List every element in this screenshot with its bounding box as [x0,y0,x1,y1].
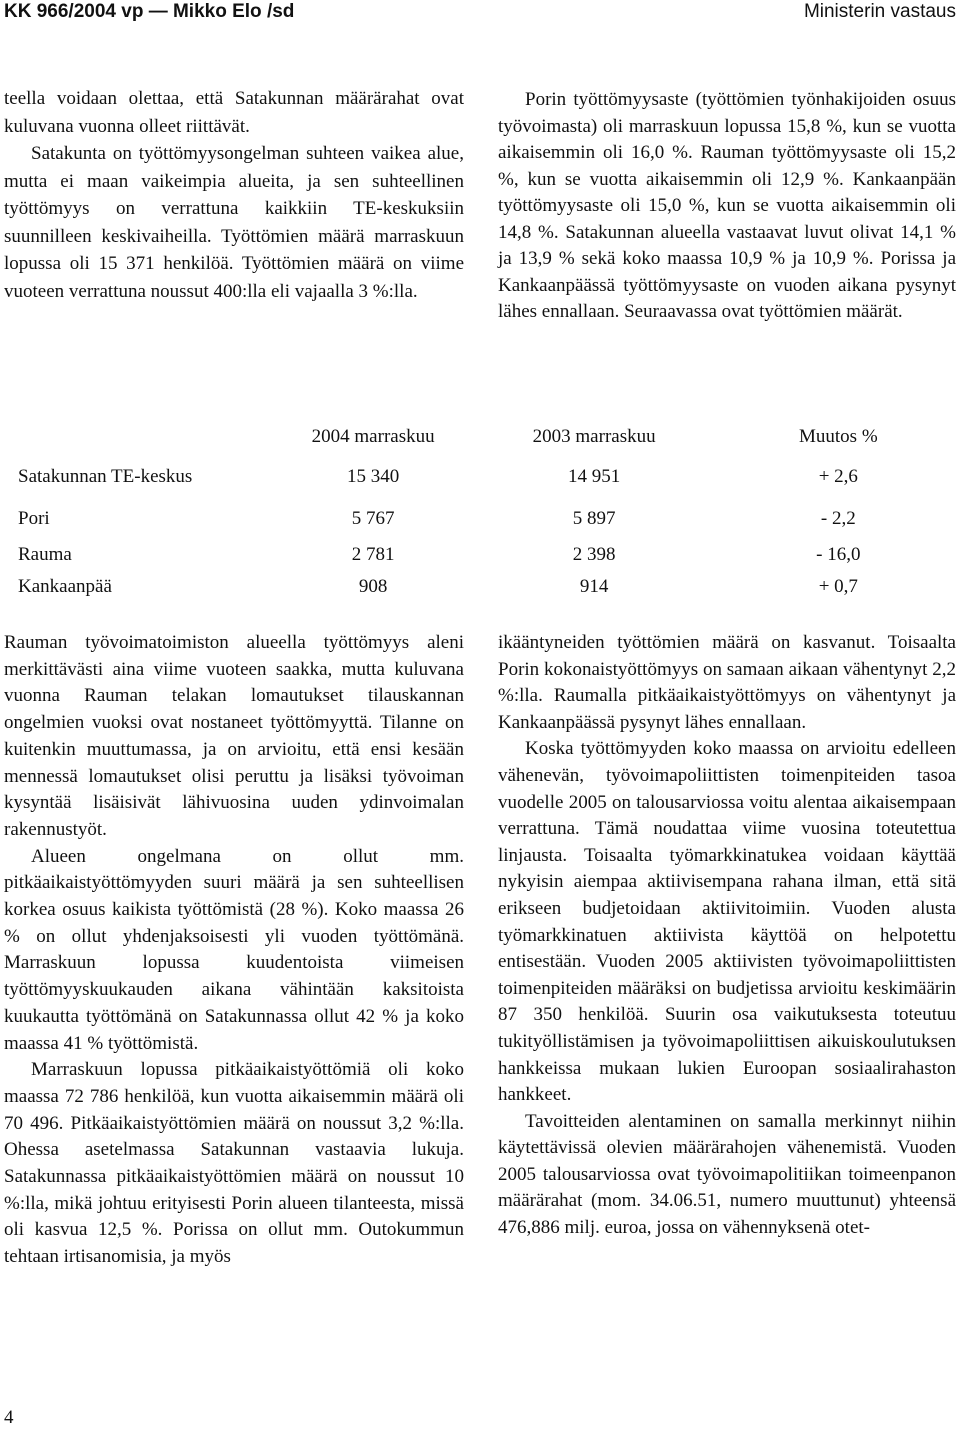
paragraph: Koska työttömyyden koko maassa on arvioitu edelleen vähenevän, työvoimapoliittisten toimenpiteiden tasoa vuodelle 2005 on talousarviossa voitu alentaa aikaisempaan verrattuna. Tämä noudattaa viime vuosina toteutettua linjausta. Toisaalta työmarkkinatukea voidaan käyttää nykyisin aiempaa aktiivisempana rahana ilman, että sitä erikseen budjetoidaan aktiivitoimiin. Vuoden alusta työmarkkinatuen aktiivista käyttöä on helpotettu entisestään. Vuoden 2005 aktiivisten työvoimapoliittisten toimenpiteiden määräksi on budjetissa arvioitu keskimäärin 87 350 henkilöä. Suurin osa vaikutuksesta toteutuu tukityöllistämisen ja työvoimapoliittisen aikuiskoulutuksen hankkeissa mukaan lukien Euroopan sosiaalirahaston hankkeet. [498,738,956,1106]
table-row [0,538,960,572]
region-name: Satakunnan TE-keskus [18,466,193,487]
paragraph: Alueen ongelmana on ollut mm. pitkäaikaistyöttömyyden suuri määrä ja sen suhteellisen korkea osuus kaikista työttömistä (28 %). Koko maassa 26 % on ollut yhdenjaksoisesti yli vuoden työttömänä. Marraskuun lopussa kuudentoista viimeisen työttömyyskuukauden aikana vähintään kaksitoista kuukautta työttömänä on Satakunnassa ollut 42 % ja koko maassa 41 % työttömistä. [4,845,464,1054]
paragraph: Marraskuun lopussa pitkäaikaistyöttömiä oli koko maassa 72 786 henkilöä, kun vuotta aikaisemmin määrä oli 70 496. Pitkäaikaistyöttömien määrä on noussut 3,2 %:lla. Ohessa asetelmassa Satakunnan vastaavia lukuja. Satakunnassa pitkäaikaistyöttömien määrä on noussut 10 %:lla, mikä johtuu erityisesti Porin alueen tilanteesta, missä oli kasvua 12,5 %. Porissa on ollut mm. Outokummun tehtaan irtisanomisia, ja myös [4,1059,464,1268]
region-name: Kankaanpää [18,576,112,597]
cell-2004: 2 781 [351,544,395,565]
cell-change: + 0,7 [818,576,858,597]
paragraph: Satakunta on työttömyysongelman suhteen vaikea alue, mutta ei maan vaikeimpia alueita, ja sen suhteellinen työttömyys on verrattuna kaikkiin TE-keskuksiin suunnilleen keskivaiheilla. Työttömien määrä marraskuun lopussa oli 15 371 henkilöä. Työttömien määrä on viime vuoteen verrattuna noussut 400:lla eli vajaalla 3 %:lla. [4,143,464,302]
region-name: Pori [18,508,50,529]
paragraph: Tavoitteiden alentaminen on samalla merkinnyt niihin käytettävissä olevien määrärahojen vähenemistä. Vuoden 2005 talousarviossa ovat työvoimapolitiikan toimeenpanon määrärahat (mom. 34.06.51, numero muuttunut) yhteensä 476,886 milj. euroa, jossa on vähennyksenä otet- [498,1110,956,1239]
cell-2003: 5 897 [572,508,616,529]
table-row [0,454,960,500]
page-header [0,0,960,28]
paragraph: Rauman työvoimatoimiston alueella työttömyys aleni merkittävästi aina viime vuoteen saakka, mutta kuluvana vuonna Rauman telakan lomautukset tilauskannan ongelmien vuoksi ovat nostaneet työttömyyttä. Tilanne on kuitenkin muuttumassa, ja on arvioitu, että ensi kesään mennessä lomautukset olisi peruttu ja lisäksi työvoiman kysyntää lisäisivät lähivuosina uuden ydinvoimalan rakennustyöt. [4,632,464,840]
column-header: 2004 marraskuu [311,426,435,447]
table-row [0,572,960,602]
page-number: 4 [4,1407,14,1428]
cell-change: + 2,6 [818,466,858,487]
unemployment-table [0,420,960,602]
column-header: 2003 marraskuu [532,426,656,447]
section-title: Ministerin vastaus [803,1,956,22]
table-row [0,500,960,538]
cell-change: - 2,2 [820,508,856,529]
cell-2003: 14 951 [568,466,621,487]
cell-2004: 908 [358,576,388,597]
paragraph: Porin työttömyysaste (työttömien työnhakijoiden osuus työvoimasta) oli marraskuun lopussa 15,8 %, kun se vuotta aikaisemmin oli 16,0 %. Rauman työttömyysaste oli 15,2 %, kun se vuotta aikaisemmin oli 12,9 %. Kankaanpään työttömyysaste oli 15,0 %, kun se vuotta aikaisemmin oli 14,8 %. Satakunnan alueella vastaavat luvut olivat 14,1 % ja 13,9 % sekä koko maassa 10,9 % ja 10,9 %. Porissa ja Kankaanpäässä työttömyysaste on vuoden aikana pysynyt lähes ennallaan. Seuraavassa ovat työttömien määrät. [498,89,956,322]
top-right-column [498,87,956,326]
column-header [0,420,275,454]
bottom-left-column [4,630,464,1271]
cell-2004: 15 340 [347,466,400,487]
paragraph: teella voidaan olettaa, että Satakunnan määrärahat ovat kuluvana vuonna olleet riittävät. [4,88,464,137]
region-name: Rauma [18,544,72,565]
top-left-column [4,85,464,305]
cell-2003: 2 398 [572,544,616,565]
cell-2004: 5 767 [351,508,395,529]
column-header: Muutos % [799,426,878,447]
cell-change: - 16,0 [816,544,861,565]
bottom-right-column [498,630,956,1242]
cell-2003: 914 [579,576,609,597]
paragraph: ikääntyneiden työttömien määrä on kasvanut. Toisaalta Porin kokonaistyöttömyys on samaan aikaan vähentynyt 2,2 %:lla. Raumalla pitkäaikaistyöttömyys on vähentynyt ja Kankaanpäässä pysynyt lähes ennallaan. [498,632,956,733]
document-reference: KK 966/2004 vp — Mikko Elo /sd [4,1,295,22]
table-header-row [0,420,960,454]
